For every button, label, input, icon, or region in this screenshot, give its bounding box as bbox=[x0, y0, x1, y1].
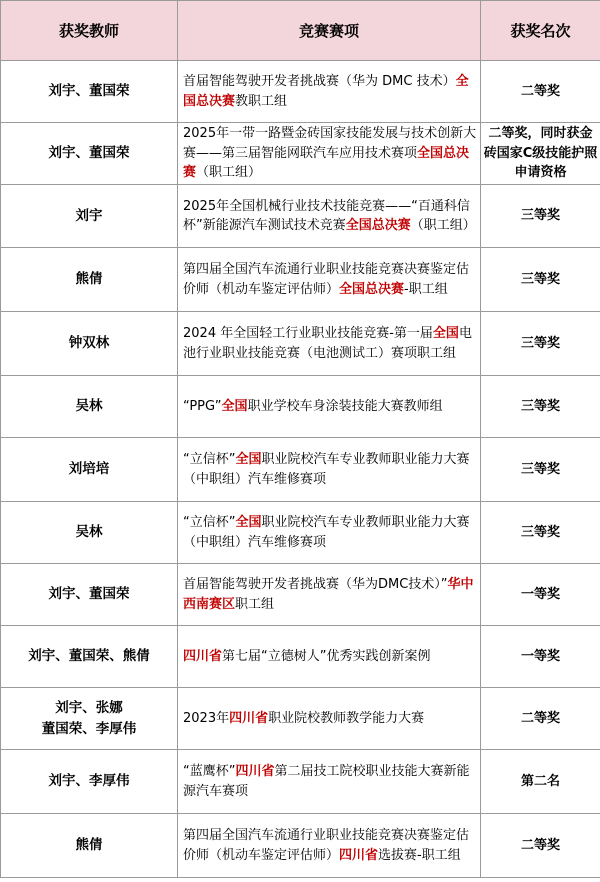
competition-text: “立信杯” bbox=[183, 515, 236, 530]
competition-text: 职业学校车身涂装技能大赛教师组 bbox=[247, 398, 443, 414]
table-row bbox=[1, 185, 600, 248]
teacher-cell bbox=[1, 185, 178, 248]
teacher-cell bbox=[1, 814, 178, 878]
teacher-name: 刘培培 bbox=[68, 461, 110, 477]
award-cell: 二等奖 bbox=[481, 688, 600, 750]
teacher-cell bbox=[1, 438, 178, 502]
award-cell: 二等奖 bbox=[481, 814, 600, 878]
table-row bbox=[1, 626, 600, 688]
competition-cell bbox=[178, 502, 481, 564]
table-row bbox=[1, 438, 600, 502]
teacher-name: 刘宇、董国荣 bbox=[48, 145, 130, 161]
header-teacher: 获奖教师 bbox=[1, 1, 178, 61]
table-row bbox=[1, 123, 600, 185]
award-cell: 三等奖 bbox=[481, 185, 600, 248]
table-row bbox=[1, 502, 600, 564]
competition-cell bbox=[178, 123, 481, 185]
competition-cell bbox=[178, 312, 481, 376]
table-row bbox=[1, 564, 600, 626]
competition-text: 第四届全国汽车流通行业职业技能竞赛决赛鉴定估价师（机动车鉴定评估师） bbox=[183, 828, 470, 863]
competition-cell bbox=[178, 564, 481, 626]
table-row bbox=[1, 750, 600, 814]
award-cell: 第二名 bbox=[481, 750, 600, 814]
competition-cell bbox=[178, 376, 481, 438]
competition-level-highlight: 全国 bbox=[221, 398, 248, 414]
competition-text: 职工组 bbox=[235, 596, 275, 612]
competition-text: -职工组 bbox=[404, 281, 448, 297]
award-cell: 三等奖 bbox=[481, 376, 600, 438]
competition-level-highlight: 全国 bbox=[235, 515, 262, 530]
teacher-cell bbox=[1, 750, 178, 814]
competition-text: 选拔赛-职工组 bbox=[378, 847, 461, 863]
competition-text: （职工组） bbox=[410, 218, 476, 233]
header-award: 获奖名次 bbox=[481, 1, 600, 61]
award-cell: 三等奖 bbox=[481, 248, 600, 312]
teacher-cell bbox=[1, 502, 178, 564]
teacher-name: 吴林 bbox=[75, 524, 103, 540]
teacher-name: 吴林 bbox=[75, 398, 103, 414]
award-cell: 一等奖 bbox=[481, 626, 600, 688]
teacher-name: 刘宇 bbox=[75, 207, 103, 224]
competition-level-highlight: 全国 bbox=[235, 452, 262, 467]
header-row bbox=[1, 1, 600, 61]
competition-text: 第七届“立德树人”优秀实践创新案例 bbox=[222, 648, 431, 664]
award-cell: 三等奖 bbox=[481, 438, 600, 502]
table-row bbox=[1, 61, 600, 123]
table-row bbox=[1, 312, 600, 376]
teacher-cell bbox=[1, 248, 178, 312]
competition-cell bbox=[178, 626, 481, 688]
teacher-name: 熊倩 bbox=[75, 837, 103, 853]
competition-text: 职业院校汽车专业教师职业能力大赛（中职组）汽车维修赛项 bbox=[183, 452, 470, 487]
competition-text: （职工组） bbox=[196, 165, 262, 181]
award-cell: 三等奖 bbox=[481, 312, 600, 376]
award-cell: 二等奖，同时获金砖国家C级技能护照申请资格 bbox=[481, 123, 600, 185]
competition-text: 电池行业职业技能竞赛（电池测试工）赛项职工组 bbox=[183, 326, 472, 361]
competition-text: 2024 年全国轻工行业职业技能竞赛-第一届 bbox=[183, 326, 433, 341]
competition-level-highlight: 四川省 bbox=[339, 847, 379, 863]
competition-cell bbox=[178, 750, 481, 814]
competition-cell bbox=[178, 688, 481, 750]
table-row bbox=[1, 376, 600, 438]
competition-text: 2025年全国机械行业技术技能竞赛——“百通科信杯”新能源汽车测试技术竞赛 bbox=[183, 198, 470, 233]
competition-level-highlight: 全国 bbox=[432, 326, 459, 341]
table-row bbox=[1, 248, 600, 312]
teacher-cell bbox=[1, 564, 178, 626]
teacher-name: 董国荣、李厚伟 bbox=[41, 720, 137, 737]
award-cell: 二等奖 bbox=[481, 61, 600, 123]
competition-text: 2025年一带一路暨金砖国家技能发展与技术创新大赛——第三届智能网联汽车应用技术赛项 bbox=[183, 126, 477, 161]
competition-text: 第四届全国汽车流通行业职业技能竞赛决赛鉴定估价师（机动车鉴定评估师） bbox=[183, 262, 470, 297]
competition-text: 教职工组 bbox=[235, 93, 288, 109]
competition-text: 首届智能驾驶开发者挑战赛（华为 DMC 技术） bbox=[183, 74, 456, 89]
award-cell: 一等奖 bbox=[481, 564, 600, 626]
teacher-name: 钟双林 bbox=[68, 335, 110, 351]
teacher-cell bbox=[1, 688, 178, 750]
teacher-cell bbox=[1, 61, 178, 123]
teacher-name: 刘宇、李厚伟 bbox=[48, 773, 130, 789]
competition-level-highlight: 四川省 bbox=[235, 764, 275, 779]
teacher-name: 刘宇、董国荣 bbox=[48, 586, 130, 602]
teacher-cell bbox=[1, 376, 178, 438]
competition-cell bbox=[178, 814, 481, 878]
table-row bbox=[1, 688, 600, 750]
competition-level-highlight: 四川省 bbox=[229, 710, 269, 726]
competition-level-highlight: 四川省 bbox=[183, 648, 223, 664]
teacher-name: 刘宇、张娜 bbox=[55, 699, 123, 716]
competition-level-highlight: 华中西南赛区 bbox=[183, 577, 474, 612]
teacher-cell bbox=[1, 626, 178, 688]
competition-cell bbox=[178, 185, 481, 248]
teacher-name: 刘宇、董国荣 bbox=[48, 83, 130, 99]
table-row bbox=[1, 814, 600, 878]
teacher-cell bbox=[1, 312, 178, 376]
competition-cell bbox=[178, 61, 481, 123]
competition-text: “PPG” bbox=[183, 398, 222, 414]
competition-cell bbox=[178, 248, 481, 312]
competition-text: 职业院校汽车专业教师职业能力大赛（中职组）汽车维修赛项 bbox=[183, 515, 470, 550]
teacher-name: 熊倩 bbox=[75, 271, 103, 287]
competition-text: 第二届技工院校职业技能大赛新能源汽车赛项 bbox=[183, 764, 470, 799]
awards-body bbox=[1, 61, 600, 878]
competition-text: 首届智能驾驶开发者挑战赛（华为DMC技术）” bbox=[183, 577, 448, 592]
competition-cell bbox=[178, 438, 481, 502]
competition-level-highlight: 全国总决赛 bbox=[183, 145, 470, 181]
competition-level-highlight: 全国总决赛 bbox=[339, 281, 405, 297]
competition-text: 2023年 bbox=[183, 710, 230, 726]
competition-text: “蓝鹰杯” bbox=[183, 764, 236, 779]
competition-text: 职业院校教师教学能力大赛 bbox=[268, 710, 425, 726]
teacher-cell bbox=[1, 123, 178, 185]
competition-level-highlight: 全国总决赛 bbox=[183, 74, 469, 109]
header-competition: 竞赛赛项 bbox=[178, 1, 481, 61]
competition-level-highlight: 全国总决赛 bbox=[345, 218, 411, 233]
award-cell: 三等奖 bbox=[481, 502, 600, 564]
competition-text: “立信杯” bbox=[183, 452, 236, 467]
teacher-name: 刘宇、董国荣、熊倩 bbox=[28, 648, 150, 664]
